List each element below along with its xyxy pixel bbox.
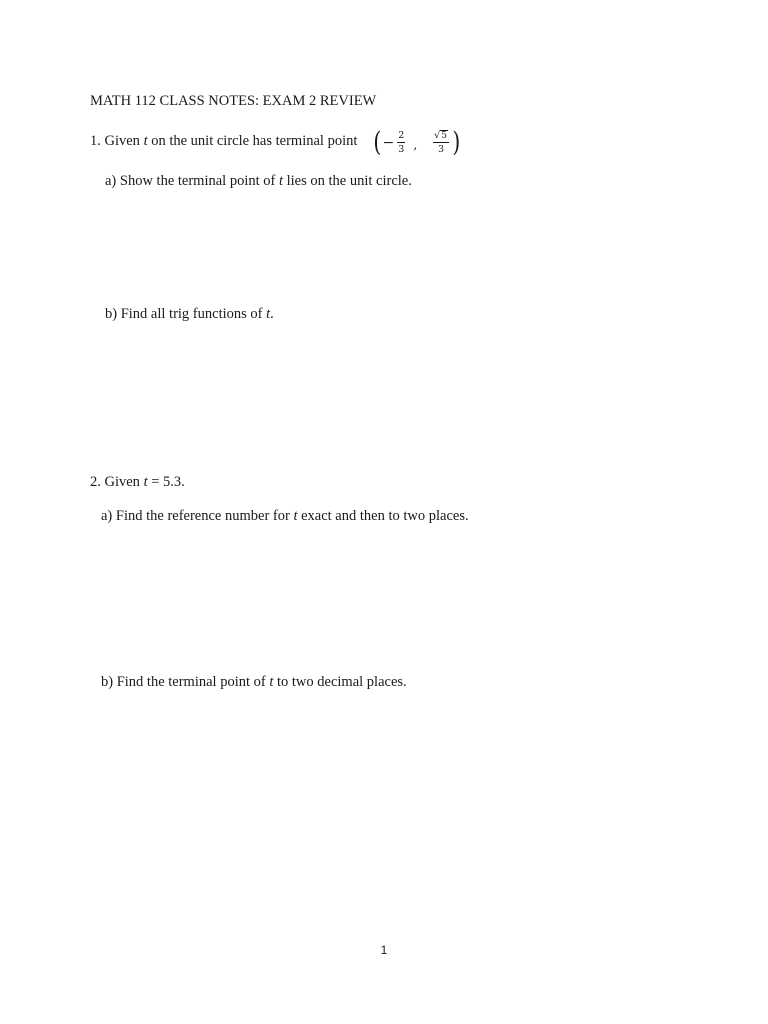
problem-2-part-a bbox=[101, 507, 469, 525]
y-denominator: 3 bbox=[438, 144, 445, 155]
problem-2a-prefix: a) Find the reference number for bbox=[101, 508, 294, 524]
problem-1-suffix: on the unit circle has terminal point bbox=[147, 133, 358, 149]
x-denominator: 3 bbox=[398, 144, 405, 155]
problem-1a-prefix: a) Show the terminal point of bbox=[105, 173, 279, 189]
point-separator: , bbox=[413, 138, 418, 152]
problem-1-part-b bbox=[105, 305, 274, 323]
problem-2-suffix: = 5.3. bbox=[147, 474, 185, 490]
problem-2b-variable: t bbox=[269, 674, 274, 690]
problem-2-statement bbox=[90, 473, 185, 491]
right-paren: ) bbox=[452, 127, 461, 158]
problem-1-statement bbox=[90, 132, 357, 150]
page-title: MATH 112 CLASS NOTES: EXAM 2 REVIEW bbox=[90, 93, 377, 109]
problem-2a-suffix: exact and then to two places. bbox=[297, 508, 469, 524]
problem-1a-variable: t bbox=[278, 173, 283, 189]
sqrt-symbol: √ bbox=[434, 130, 441, 141]
problem-2b-prefix: b) Find the terminal point of bbox=[101, 674, 270, 690]
y-numerator bbox=[433, 131, 449, 143]
problem-2-part-b bbox=[101, 673, 407, 691]
x-fraction bbox=[397, 131, 405, 155]
problem-2-variable: t bbox=[143, 474, 148, 490]
problem-1a-suffix: lies on the unit circle. bbox=[283, 173, 412, 189]
y-radicand: 5 bbox=[441, 131, 447, 141]
page-number: 1 bbox=[380, 943, 388, 957]
problem-2-prefix: 2. Given bbox=[90, 474, 144, 490]
problem-1b-prefix: b) Find all trig functions of bbox=[105, 306, 267, 322]
x-numerator: 2 bbox=[398, 130, 405, 141]
problem-1-variable: t bbox=[143, 133, 148, 149]
problem-1-prefix: 1. Given bbox=[90, 133, 144, 149]
problem-1-part-a bbox=[105, 172, 412, 190]
terminal-point-expression bbox=[372, 126, 462, 160]
problem-1b-variable: t bbox=[266, 306, 271, 322]
x-sign: − bbox=[382, 135, 395, 151]
y-fraction bbox=[433, 131, 449, 155]
problem-2a-variable: t bbox=[293, 508, 298, 524]
problem-1b-suffix: . bbox=[270, 306, 274, 322]
left-paren: ( bbox=[373, 127, 382, 158]
problem-2b-suffix: to two decimal places. bbox=[273, 674, 407, 690]
